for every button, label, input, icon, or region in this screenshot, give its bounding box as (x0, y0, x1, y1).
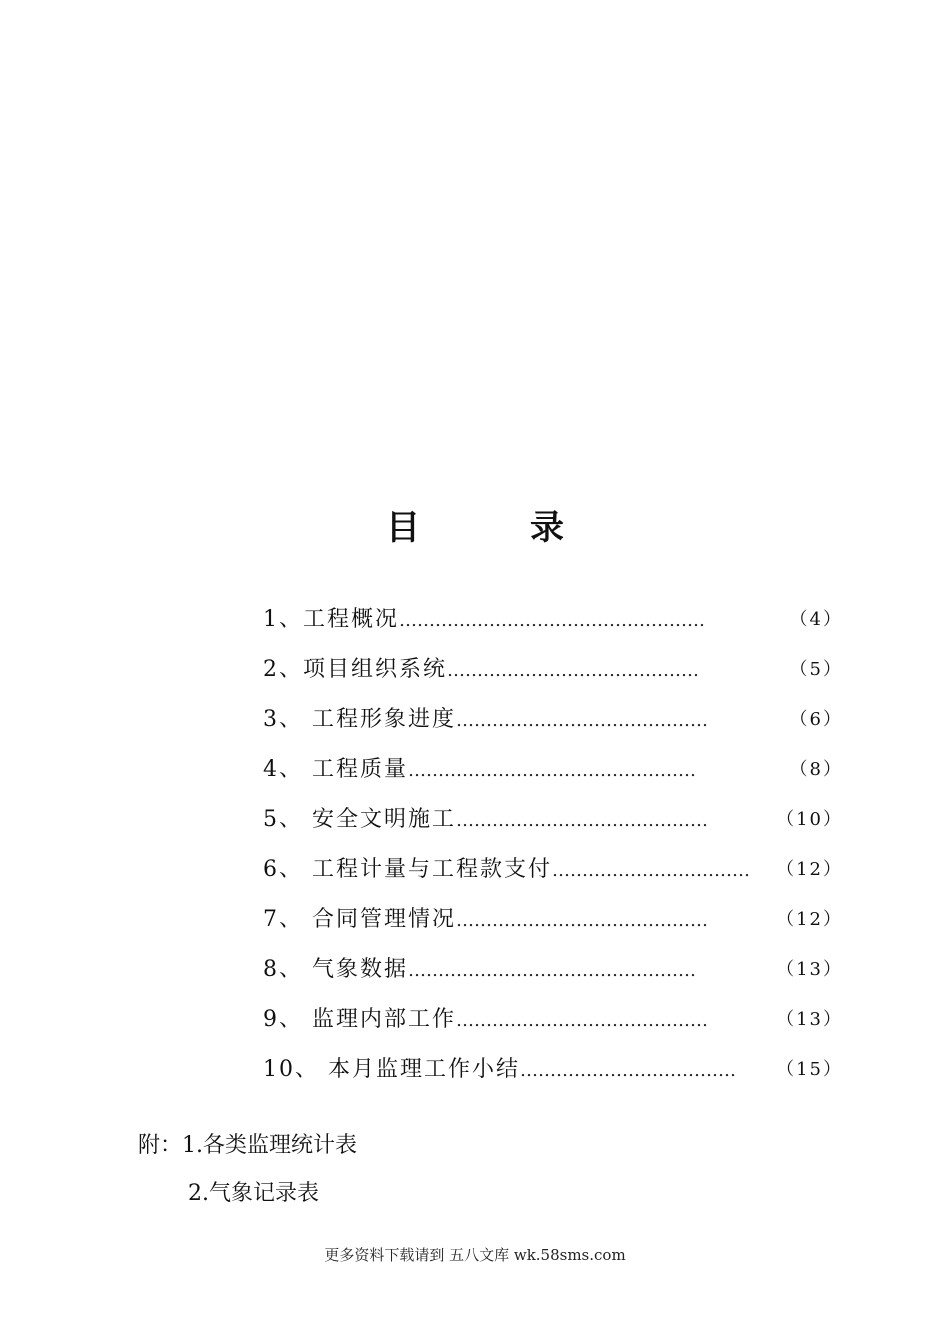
toc-entry-leader: ……………………………… (520, 1060, 736, 1081)
toc-entry[interactable] (263, 650, 843, 700)
toc-entry-leader: …………………………………… (447, 660, 699, 681)
toc-entry[interactable] (263, 950, 843, 1000)
toc-entry-page: （6） (789, 709, 843, 730)
title-char-left: 目 (386, 508, 420, 548)
toc-entry[interactable] (263, 750, 843, 800)
toc-entry-leader: …………………………………… (456, 1010, 708, 1031)
toc-entry[interactable] (263, 1050, 843, 1100)
toc-title (0, 500, 950, 549)
toc-entry-leader: ………………………………………… (408, 960, 696, 981)
toc-entry-page: （13） (776, 959, 843, 980)
toc-entry-page: （4） (789, 609, 843, 630)
toc-entry[interactable] (263, 600, 843, 650)
toc-entry-page: （5） (789, 659, 843, 680)
toc-entry-label: 7、 合同管理情况 (263, 907, 456, 932)
toc-entry[interactable] (263, 700, 843, 750)
title-char-right: 录 (530, 508, 564, 548)
table-of-contents (263, 600, 843, 1100)
toc-entry-label: 9、 监理内部工作 (263, 1007, 456, 1032)
toc-entry-page: （12） (776, 909, 843, 930)
toc-entry-leader: ………………………………………… (408, 760, 696, 781)
toc-entry[interactable] (263, 1000, 843, 1050)
toc-entry-label: 3、 工程形象进度 (263, 707, 456, 732)
toc-entry-leader: …………………………… (552, 860, 750, 881)
toc-entry-leader: …………………………………………… (399, 610, 705, 631)
toc-entry-page: （10） (776, 809, 843, 830)
toc-entry-leader: …………………………………… (456, 910, 708, 931)
appendix-item-weather: 2.气象记录表 (188, 1181, 319, 1206)
toc-entry[interactable] (263, 900, 843, 950)
toc-entry-page: （12） (776, 859, 843, 880)
toc-entry-label: 5、 安全文明施工 (263, 807, 456, 832)
toc-entry-label: 4、 工程质量 (263, 757, 408, 782)
toc-entry[interactable] (263, 850, 843, 900)
toc-entry-page: （13） (776, 1009, 843, 1030)
toc-entry-label: 10、 本月监理工作小结 (263, 1057, 520, 1082)
footer-note: 更多资料下载请到 五八文库 wk.58sms.com (324, 1246, 626, 1264)
toc-entry-label: 2、项目组织系统 (263, 657, 447, 682)
toc-entry-label: 8、 气象数据 (263, 957, 408, 982)
toc-entry-page: （8） (789, 759, 843, 780)
toc-entry-page: （15） (776, 1059, 843, 1080)
toc-entry[interactable] (263, 800, 843, 850)
toc-entry-label: 1、工程概况 (263, 607, 399, 632)
toc-entry-label: 6、 工程计量与工程款支付 (263, 857, 552, 882)
appendix-list (138, 1122, 357, 1218)
toc-entry-leader: …………………………………… (456, 810, 708, 831)
toc-entry-leader: …………………………………… (456, 710, 708, 731)
appendix-item-statistics: 附：1.各类监理统计表 (138, 1133, 357, 1158)
